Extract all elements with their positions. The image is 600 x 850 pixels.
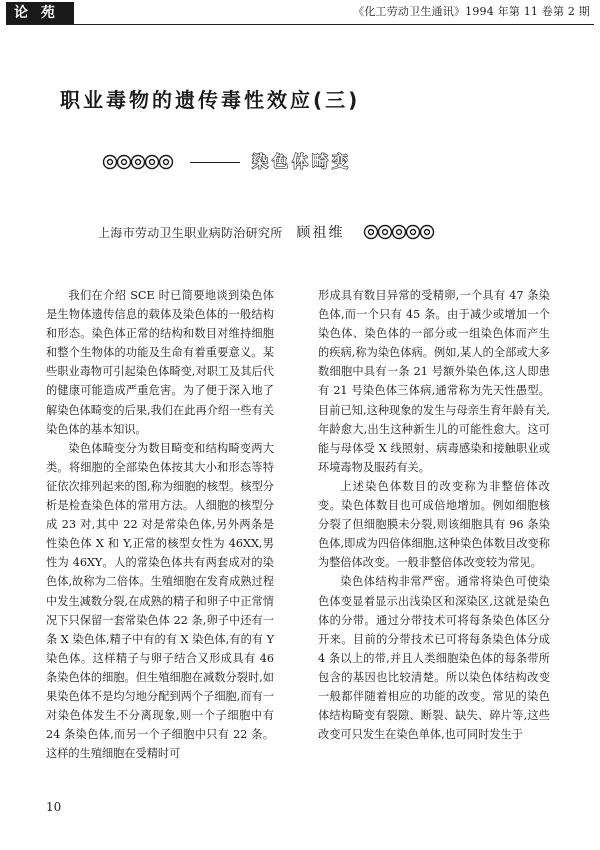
author-affiliation: 上海市劳动卫生职业病防治研究所 (98, 225, 283, 240)
ornament-dash (190, 162, 240, 163)
body-column-right (318, 286, 550, 744)
ornament-left (100, 151, 178, 173)
journal-issue: 《化工劳动卫生通讯》1994 年第 11 卷第 2 期 (353, 5, 590, 18)
article-title: 职业毒物的遗传毒性效应(三) (60, 88, 361, 112)
header-rule (6, 24, 594, 25)
ornament-right (361, 221, 439, 243)
paragraph: 上述染色体数目的改变称为非整倍体改变。染色体数目也可成倍地增加。例如细胞核分裂了但细胞膜未分裂,则该细胞具有 96 条染色体,即成为四倍体细胞,这种染色体数目改变称为整倍体改变。一般非整倍体改变较为常见。 (318, 479, 550, 570)
column-tag: 论 苑 (6, 2, 74, 24)
subtitle-row (100, 150, 352, 174)
paragraph: 我们在介绍 SCE 时已简要地谈到染色体是生物体遗传信息的载体及染色体的一般结构和形态。染色体正常的结构和数目对维持细胞和整个生物体的功能及生命有着重要意义。某些职业毒物可引起染色体畸变,对职工及其后代的健康可能造成严重危害。为了便于深入地了解染色体畸变的后果,我们在此再介绍一些有关染色体的基本知识。 (46, 289, 274, 436)
paragraph: 染色体结构非常严密。通常将染色可使染色体变显着显示出浅染区和深染区,这就是染色体的分带。通过分带技术可将每条染色体区分开来。目前的分带技术已可将每条染色体分成 4 条以上的带,并且人类细胞染色体的每条带所包含的基因也比较清楚。所以染色体结构改变一般都伴随着相应的功能的改变。常见的染色体结构畸变有裂隙、断裂、缺失、碎片等,这些改变可只发生在染色单体,也可同时发生于 (318, 575, 550, 742)
byline (98, 222, 439, 242)
body-column-left (46, 286, 274, 763)
paragraph: 染色体畸变分为数目畸变和结构畸变两大类。将细胞的全部染色体按其大小和形态等特征依次排列起来的图,称为细胞的核型。核型分析是检查染色体的常用方法。人细胞的核型分成 23 对,其中 22 对是常染色体,另外两条是性染色体 X 和 Y,正常的核型女性为 46XX,男性为 46XY。人的常染色体共有两套成对的染色体,故称为二倍体。生殖细胞在发育成熟过程中发生减数分裂,在成熟的精子和卵子中正常情况下只保留一套常染色体 22 条,卵子中还有一条 X 染色体,精子中有的有 X 染色体,有的有 Y 染色体。这样精子与卵子结合又形成具有 46 条染色体的细胞。但生殖细胞在减数分裂时,如果染色体不是均匀地分配到两个子细胞,而有一对染色体发生不分离现象,则一个子细胞中有 24 条染色体,而另一个子细胞中只有 22 条。这样的生殖细胞在受精时可 (46, 441, 274, 761)
paragraph: 形成具有数目异常的受精卵,一个具有 47 条染色体,而一个只有 45 条。由于减少或增加一个染色体、染色体的一部分或一组染色体而产生的疾病,称为染色体病。例如,某人的全部或大多数细胞中具有一条 21 号额外染色体,这人即患有 21 号染色体三体病,通常称为先天性愚型。目前已知,这种现象的发生与母亲生育年龄有关,年龄愈大,出生这种新生儿的可能性愈大。这可能与母体受 X 线照射、病毒感染和接触职业或环境毒物及服药有关。 (318, 289, 550, 474)
article-subtitle: 染色体畸变 (252, 152, 353, 171)
page-number: 10 (46, 800, 62, 814)
author-name: 顾祖维 (296, 225, 345, 241)
